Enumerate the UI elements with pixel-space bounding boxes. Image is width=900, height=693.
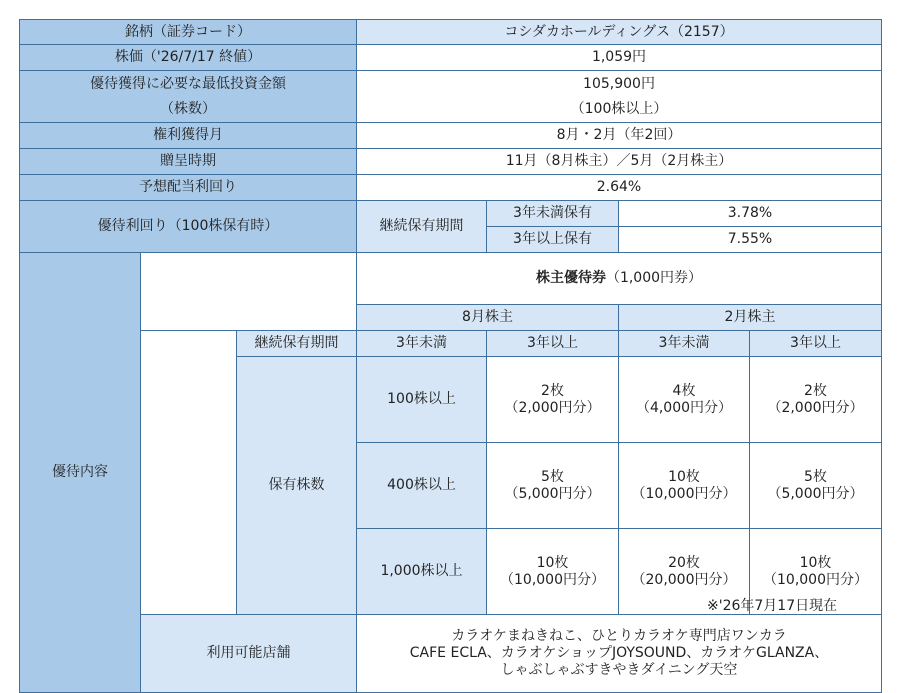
- min-investment-label: 優待獲得に必要な最低投資金額 （株数）: [20, 71, 357, 123]
- row-benefit-title: [20, 253, 882, 305]
- yield-period-label: 継続保有期間: [357, 201, 487, 253]
- stock-price-label: 株価（'26/7/17 終値）: [20, 45, 357, 71]
- benefit-yield-label: 優待利回り（100株保有時）: [20, 201, 357, 253]
- as-of-note: ※'26年7月17日現在: [707, 598, 838, 614]
- tier-cell: 2枚 （2,000円分）: [487, 357, 619, 443]
- stock-code-value: コシダカホールディングス（2157）: [357, 20, 882, 45]
- tier-cell: 20枚 （20,000円分）: [619, 529, 750, 615]
- stock-price-value: 1,059円: [357, 45, 882, 71]
- row-dividend-yield: [20, 175, 882, 201]
- row-stock-code: [20, 20, 882, 45]
- gift-time-value: 11月（8月株主）／5月（2月株主）: [357, 149, 882, 175]
- tier-cell: 5枚 （5,000円分）: [487, 443, 619, 529]
- august-shareholder-header: 8月株主: [357, 305, 619, 331]
- tier-cell: 10枚 （10,000円分）: [619, 443, 750, 529]
- feb-under3-header: 3年未満: [619, 331, 750, 357]
- feb-over3-header: 3年以上: [750, 331, 882, 357]
- benefit-content-label: 優待内容: [20, 253, 141, 693]
- row-min-investment: [20, 71, 882, 123]
- row-benefit-yield-under3: [20, 201, 882, 227]
- tier-cell: 10枚 （10,000円分）: [750, 529, 882, 615]
- benefit-title-bold: 株主優待券: [535, 270, 606, 286]
- benefit-title: [357, 253, 882, 305]
- tier-shares: 1,000株以上: [357, 529, 487, 615]
- row-stores: [20, 615, 882, 693]
- blank-header-cell: [141, 253, 357, 331]
- rights-month-label: 権利獲得月: [20, 123, 357, 149]
- store-line: カラオケまねきねこ、ひとりカラオケ専門店ワンカラ: [451, 628, 787, 644]
- min-investment-value: 105,900円 （100株以上）: [357, 71, 882, 123]
- row-rights-month: [20, 123, 882, 149]
- tier-cell: 10枚 （10,000円分）: [487, 529, 619, 615]
- blank-side-cell: [141, 331, 237, 615]
- dividend-yield-value: 2.64%: [357, 175, 882, 201]
- tier-cell: 2枚 （2,000円分）: [750, 357, 882, 443]
- row-period-header: [20, 331, 882, 357]
- yield-over3-value: 7.55%: [619, 227, 882, 253]
- stock-code-label: 銘柄（証券コード）: [20, 20, 357, 45]
- aug-over3-header: 3年以上: [487, 331, 619, 357]
- tier-cell: 5枚 （5,000円分）: [750, 443, 882, 529]
- tier-shares: 100株以上: [357, 357, 487, 443]
- benefit-table: [19, 19, 882, 693]
- yield-over3-label: 3年以上保有: [487, 227, 619, 253]
- store-line: しゃぶしゃぶすきやきダイニング天空: [500, 662, 738, 678]
- stores-list: [357, 615, 882, 693]
- period-header-label: 継続保有期間: [237, 331, 357, 357]
- row-gift-time: [20, 149, 882, 175]
- yield-under3-label: 3年未満保有: [487, 201, 619, 227]
- holdings-label: 保有株数: [237, 357, 357, 615]
- row-stock-price: [20, 45, 882, 71]
- gift-time-label: 贈呈時期: [20, 149, 357, 175]
- dividend-yield-label: 予想配当利回り: [20, 175, 357, 201]
- benefit-title-rest: （1,000円券）: [605, 270, 703, 286]
- store-line: CAFE ECLA、カラオケショップJOYSOUND、カラオケGLANZA、: [409, 645, 829, 661]
- february-shareholder-header: 2月株主: [619, 305, 882, 331]
- tier-cell: 4枚 （4,000円分）: [619, 357, 750, 443]
- aug-under3-header: 3年未満: [357, 331, 487, 357]
- rights-month-value: 8月・2月（年2回）: [357, 123, 882, 149]
- stores-label: 利用可能店舗: [141, 615, 357, 693]
- yield-under3-value: 3.78%: [619, 201, 882, 227]
- tier-shares: 400株以上: [357, 443, 487, 529]
